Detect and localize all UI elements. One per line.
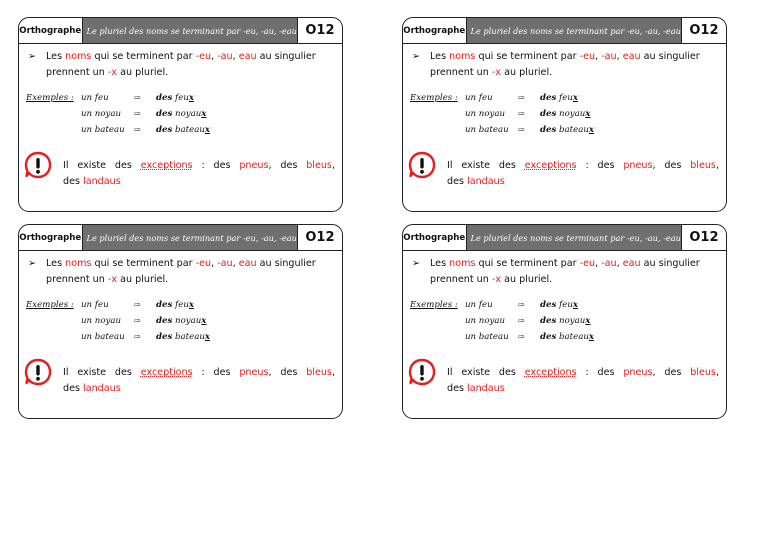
examples-label: Exemples : (26, 93, 74, 103)
card-title: Le pluriel des noms se terminant par -eu, -au, -eau (83, 18, 298, 43)
right-arrow-icon: ⇨ (518, 300, 525, 309)
example-row: un noyau ⇨ des noyaux (465, 316, 591, 326)
right-arrow-icon: ⇨ (134, 332, 141, 341)
lesson-card (18, 224, 343, 419)
bullet-arrow-icon: ➢ (28, 51, 37, 62)
right-arrow-icon: ⇨ (518, 93, 525, 102)
card-subject: Orthographe (403, 225, 467, 250)
card-title: Le pluriel des noms se terminant par -eu, -au, -eau (467, 18, 682, 43)
card-header (19, 225, 342, 251)
bullet-arrow-icon: ➢ (412, 51, 421, 62)
right-arrow-icon: ⇨ (134, 316, 141, 325)
card-code: O12 (689, 230, 719, 245)
card-subject: Orthographe (19, 18, 83, 43)
right-arrow-icon: ⇨ (134, 300, 141, 309)
rule-text: ➢ Les noms qui se terminent par -eu, -au, eau au singulier prennent un -x au pluriel. (412, 51, 700, 78)
example-row: un feu ⇨ des feux (465, 93, 578, 103)
card-title: Le pluriel des noms se terminant par -eu, -au, -eau (83, 225, 298, 250)
card-title: Le pluriel des noms se terminant par -eu, -au, -eau (467, 225, 682, 250)
example-row: un noyau ⇨ des noyaux (81, 109, 207, 119)
exclamation-circle-icon (24, 151, 52, 179)
card-code: O12 (305, 23, 335, 38)
exception-text: Il existe des exceptions : des pneus, des bleus, des landaus (447, 160, 719, 187)
right-arrow-icon: ⇨ (134, 125, 141, 134)
example-row: un bateau ⇨ des bateaux (81, 332, 211, 342)
example-row: un feu ⇨ des feux (465, 300, 578, 310)
example-row: un feu ⇨ des feux (81, 300, 194, 310)
exception-text: Il existe des exceptions : des pneus, des bleus, des landaus (447, 367, 719, 394)
exclamation-circle-icon (408, 358, 436, 386)
exception-text: Il existe des exceptions : des pneus, des bleus, des landaus (63, 367, 335, 394)
card-header (403, 18, 726, 44)
example-row: un bateau ⇨ des bateaux (465, 125, 595, 135)
example-row: un feu ⇨ des feux (81, 93, 194, 103)
rule-text: ➢ Les noms qui se terminent par -eu, -au, eau au singulier prennent un -x au pluriel. (412, 258, 700, 285)
lesson-card (18, 17, 343, 212)
card-code: O12 (305, 230, 335, 245)
example-row: un noyau ⇨ des noyaux (81, 316, 207, 326)
examples-label: Exemples : (26, 300, 74, 310)
examples-label: Exemples : (410, 93, 458, 103)
card-header (403, 225, 726, 251)
example-row: un bateau ⇨ des bateaux (465, 332, 595, 342)
right-arrow-icon: ⇨ (518, 125, 525, 134)
exclamation-circle-icon (408, 151, 436, 179)
examples-label: Exemples : (410, 300, 458, 310)
card-subject: Orthographe (19, 225, 83, 250)
lesson-card (402, 224, 727, 419)
bullet-arrow-icon: ➢ (28, 258, 37, 269)
bullet-arrow-icon: ➢ (412, 258, 421, 269)
right-arrow-icon: ⇨ (518, 109, 525, 118)
example-row: un noyau ⇨ des noyaux (465, 109, 591, 119)
card-header (19, 18, 342, 44)
example-row: un bateau ⇨ des bateaux (81, 125, 211, 135)
card-code: O12 (689, 23, 719, 38)
right-arrow-icon: ⇨ (134, 93, 141, 102)
rule-text: ➢ Les noms qui se terminent par -eu, -au, eau au singulier prennent un -x au pluriel. (28, 51, 316, 78)
exclamation-circle-icon (24, 358, 52, 386)
rule-text: ➢ Les noms qui se terminent par -eu, -au, eau au singulier prennent un -x au pluriel. (28, 258, 316, 285)
lesson-card (402, 17, 727, 212)
right-arrow-icon: ⇨ (518, 332, 525, 341)
right-arrow-icon: ⇨ (518, 316, 525, 325)
exception-text: Il existe des exceptions : des pneus, des bleus, des landaus (63, 160, 335, 187)
card-subject: Orthographe (403, 18, 467, 43)
right-arrow-icon: ⇨ (134, 109, 141, 118)
